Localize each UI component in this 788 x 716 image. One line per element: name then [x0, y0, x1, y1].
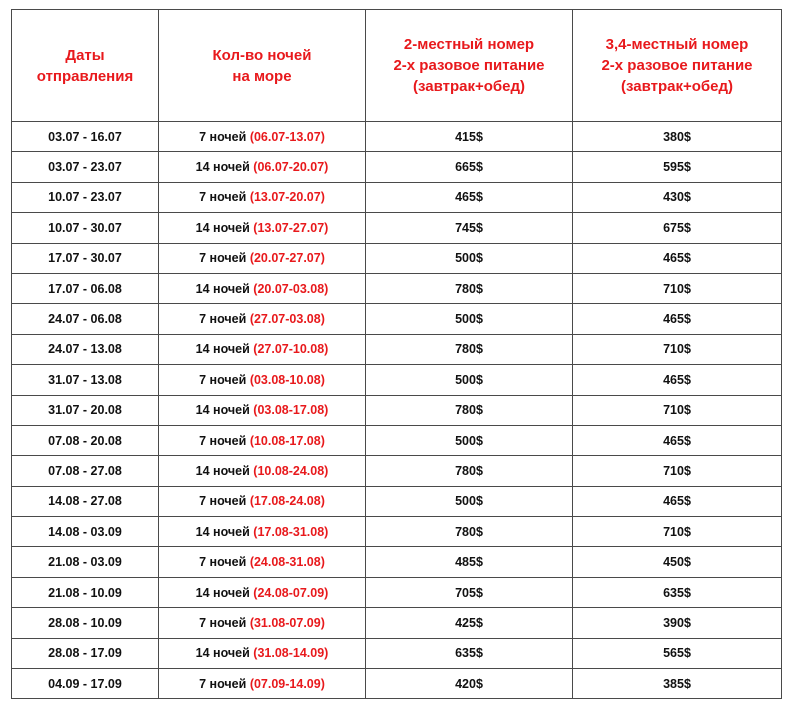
departure-dates-cell: 31.07 - 13.08 [12, 365, 159, 395]
sea-dates: (03.08-10.08) [249, 372, 325, 387]
price-double-cell: 745$ [366, 213, 573, 243]
nights-cell [159, 243, 366, 273]
table-row [12, 577, 782, 607]
nights-count: 14 ночей [195, 463, 250, 478]
table-row [12, 365, 782, 395]
sea-dates: (03.08-17.08) [253, 403, 329, 418]
sea-dates: (31.08-07.09) [249, 615, 325, 630]
departure-dates-cell: 14.08 - 27.08 [12, 486, 159, 516]
nights-count: 7 ночей [199, 190, 247, 205]
sea-dates: (07.09-14.09) [249, 676, 325, 691]
price-double-cell: 500$ [366, 304, 573, 334]
sea-dates: (17.08-31.08) [253, 524, 329, 539]
nights-cell [159, 486, 366, 516]
price-triple-cell: 385$ [573, 669, 782, 699]
sea-dates: (24.08-31.08) [249, 555, 325, 570]
nights-count: 14 ночей [195, 646, 250, 661]
header-line: (завтрак+обед) [412, 78, 526, 95]
price-double-cell: 780$ [366, 456, 573, 486]
departure-dates-cell: 21.08 - 10.09 [12, 577, 159, 607]
nights-cell [159, 456, 366, 486]
header-line: 2-х разовое питание [601, 57, 753, 74]
nights-count: 7 ночей [199, 494, 247, 509]
departure-dates-cell: 03.07 - 23.07 [12, 152, 159, 182]
header-line: 2-х разовое питание [393, 57, 545, 74]
nights-cell [159, 182, 366, 212]
departure-dates-cell: 28.08 - 17.09 [12, 638, 159, 668]
nights-cell [159, 547, 366, 577]
header-line: Кол-во ночей [212, 46, 312, 64]
price-triple-cell: 710$ [573, 395, 782, 425]
sea-dates: (13.07-27.07) [253, 220, 329, 235]
header-line: на море [232, 67, 292, 85]
nights-count: 7 ночей [199, 251, 247, 266]
header-line: Даты [65, 46, 105, 64]
sea-dates: (10.08-17.08) [249, 433, 325, 448]
price-double-cell: 780$ [366, 273, 573, 303]
table-row [12, 273, 782, 303]
departure-dates-cell: 24.07 - 06.08 [12, 304, 159, 334]
table-row [12, 517, 782, 547]
departure-dates-cell: 14.08 - 03.09 [12, 517, 159, 547]
nights-cell [159, 334, 366, 364]
nights-count: 7 ночей [199, 676, 247, 691]
nights-cell [159, 425, 366, 455]
header-double-room [366, 10, 573, 122]
price-triple-cell: 465$ [573, 365, 782, 395]
price-double-cell: 780$ [366, 517, 573, 547]
nights-count: 7 ночей [199, 372, 247, 387]
price-double-cell: 500$ [366, 486, 573, 516]
price-double-cell: 485$ [366, 547, 573, 577]
nights-count: 14 ночей [195, 524, 250, 539]
price-triple-cell: 710$ [573, 456, 782, 486]
departure-dates-cell: 04.09 - 17.09 [12, 669, 159, 699]
departure-dates-cell: 21.08 - 03.09 [12, 547, 159, 577]
nights-cell [159, 213, 366, 243]
table-header-row [12, 10, 782, 122]
header-line: (завтрак+обед) [620, 78, 734, 95]
sea-dates: (27.07-03.08) [249, 312, 325, 327]
departure-dates-cell: 31.07 - 20.08 [12, 395, 159, 425]
departure-dates-cell: 07.08 - 20.08 [12, 425, 159, 455]
price-triple-cell: 595$ [573, 152, 782, 182]
nights-count: 14 ночей [195, 342, 250, 357]
departure-dates-cell: 03.07 - 16.07 [12, 122, 159, 152]
nights-cell [159, 608, 366, 638]
table-row [12, 456, 782, 486]
price-triple-cell: 635$ [573, 577, 782, 607]
table-row [12, 608, 782, 638]
price-triple-cell: 710$ [573, 334, 782, 364]
header-nights-at-sea [159, 10, 366, 122]
departure-dates-cell: 10.07 - 23.07 [12, 182, 159, 212]
table-row [12, 334, 782, 364]
nights-count: 14 ночей [195, 403, 250, 418]
table-row [12, 152, 782, 182]
price-double-cell: 465$ [366, 182, 573, 212]
sea-dates: (24.08-07.09) [253, 585, 329, 600]
price-double-cell: 425$ [366, 608, 573, 638]
price-triple-cell: 450$ [573, 547, 782, 577]
price-double-cell: 665$ [366, 152, 573, 182]
nights-cell [159, 365, 366, 395]
table-row [12, 669, 782, 699]
table-row [12, 122, 782, 152]
table-row [12, 395, 782, 425]
table-body [12, 122, 782, 699]
nights-cell [159, 517, 366, 547]
table-row [12, 213, 782, 243]
sea-dates: (13.07-20.07) [249, 190, 325, 205]
departure-dates-cell: 28.08 - 10.09 [12, 608, 159, 638]
nights-count: 14 ночей [195, 160, 250, 175]
price-double-cell: 500$ [366, 243, 573, 273]
header-line: отправления [36, 67, 134, 85]
price-double-cell: 420$ [366, 669, 573, 699]
price-triple-cell: 465$ [573, 425, 782, 455]
price-triple-cell: 430$ [573, 182, 782, 212]
nights-count: 7 ночей [199, 129, 247, 144]
price-double-cell: 415$ [366, 122, 573, 152]
departure-dates-cell: 24.07 - 13.08 [12, 334, 159, 364]
departure-dates-cell: 10.07 - 30.07 [12, 213, 159, 243]
price-triple-cell: 675$ [573, 213, 782, 243]
sea-dates: (06.07-20.07) [253, 160, 329, 175]
header-line: 3,4-местный номер [605, 36, 749, 53]
sea-dates: (27.07-10.08) [253, 342, 329, 357]
table-row [12, 182, 782, 212]
nights-cell [159, 152, 366, 182]
sea-dates: (06.07-13.07) [249, 129, 325, 144]
table-row [12, 304, 782, 334]
price-double-cell: 635$ [366, 638, 573, 668]
nights-count: 7 ночей [199, 555, 247, 570]
sea-dates: (20.07-27.07) [249, 251, 325, 266]
price-double-cell: 500$ [366, 365, 573, 395]
price-double-cell: 780$ [366, 334, 573, 364]
table-row [12, 425, 782, 455]
nights-cell [159, 273, 366, 303]
nights-cell [159, 638, 366, 668]
nights-count: 14 ночей [195, 220, 250, 235]
sea-dates: (31.08-14.09) [253, 646, 329, 661]
nights-count: 7 ночей [199, 312, 247, 327]
nights-cell [159, 304, 366, 334]
nights-count: 7 ночей [199, 433, 247, 448]
price-triple-cell: 465$ [573, 486, 782, 516]
price-triple-cell: 565$ [573, 638, 782, 668]
nights-cell [159, 669, 366, 699]
price-table [11, 9, 782, 699]
nights-cell [159, 122, 366, 152]
sea-dates: (20.07-03.08) [253, 281, 329, 296]
price-triple-cell: 390$ [573, 608, 782, 638]
header-line: 2-местный номер [403, 36, 535, 53]
price-triple-cell: 380$ [573, 122, 782, 152]
price-triple-cell: 710$ [573, 517, 782, 547]
price-double-cell: 500$ [366, 425, 573, 455]
departure-dates-cell: 17.07 - 06.08 [12, 273, 159, 303]
table-row [12, 243, 782, 273]
departure-dates-cell: 17.07 - 30.07 [12, 243, 159, 273]
header-triple-room [573, 10, 782, 122]
table-row [12, 638, 782, 668]
departure-dates-cell: 07.08 - 27.08 [12, 456, 159, 486]
nights-cell [159, 395, 366, 425]
header-departure-dates [12, 10, 159, 122]
nights-count: 14 ночей [195, 281, 250, 296]
nights-count: 7 ночей [199, 615, 247, 630]
nights-cell [159, 577, 366, 607]
sea-dates: (17.08-24.08) [249, 494, 325, 509]
price-triple-cell: 710$ [573, 273, 782, 303]
price-double-cell: 705$ [366, 577, 573, 607]
nights-count: 14 ночей [195, 585, 250, 600]
price-double-cell: 780$ [366, 395, 573, 425]
sea-dates: (10.08-24.08) [253, 463, 329, 478]
price-triple-cell: 465$ [573, 243, 782, 273]
price-triple-cell: 465$ [573, 304, 782, 334]
table-row [12, 486, 782, 516]
table-row [12, 547, 782, 577]
